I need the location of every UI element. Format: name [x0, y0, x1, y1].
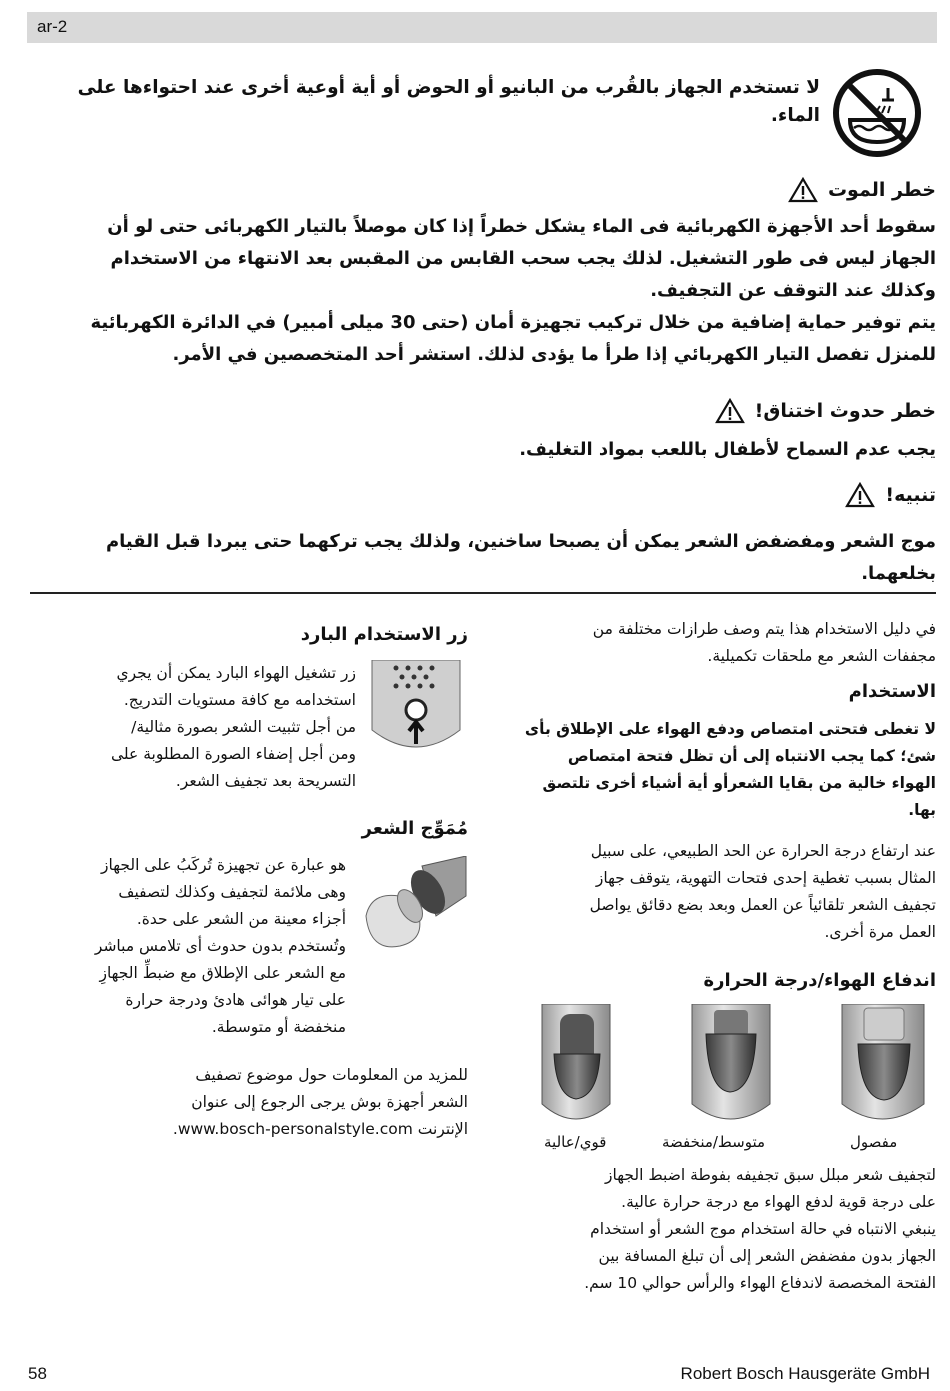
more-info-line: الشعر أجهزة بوش يرجى الرجوع إلى عنوان — [191, 1093, 468, 1111]
cold-line: ومن أجل إضفاء الصورة المطلوبة على — [110, 745, 356, 763]
danger-death-line: الجهاز ليس فى طور التشغيل. لذلك يجب سحب القابس من المقبس بعد الانتهاء من الاستخدام — [110, 248, 936, 269]
cold-line: من أجل تثبيت الشعر بصورة مثالية/ — [131, 718, 356, 736]
styler-line: هو عبارة عن تجهيزة تُركَبُ على الجهاز — [100, 856, 346, 874]
styler-line: مع الشعر على الإطلاق مع ضبطِّ الجهازِ — [99, 964, 346, 982]
caution-line: موج الشعر ومفضفض الشعر يمكن أن يصبحا ساخنين، ولذلك يجب تركهما حتى يبردا قبل القيام — [105, 531, 936, 552]
danger-death-line: سقوط أحد الأجهزة الكهربائية فى الماء يشكل خطراً إذا كان موصلاً بالتيار الكهربائى حتى لو أن — [107, 216, 936, 237]
usage-normal-text — [500, 838, 936, 946]
intro-text — [500, 616, 936, 670]
usage-bold-text — [500, 716, 936, 824]
airflow-line: الجهاز بدون مفضفض الشعر إلى أن تبلغ المسافة بين — [598, 1247, 936, 1265]
usage-line: عند ارتفاع درجة الحرارة عن الحد الطبيعي، على سبيل — [590, 842, 936, 860]
no-bath-water-icon — [832, 68, 922, 158]
styler-line: وهى ملائمة لتجفيف وكذلك لتصفيف — [118, 883, 346, 901]
header-bar — [27, 12, 937, 43]
danger-death-line: للمنزل تفصل التيار الكهربائي إذا طرأ ما يؤدى لذلك. استشر أحد المتخصصين في الأمر. — [172, 344, 936, 365]
knob-label-medium: متوسط/منخفضة — [662, 1133, 766, 1151]
styler-title: مُمَوِّج الشعر — [361, 818, 468, 839]
styler-line: منخفضة أو متوسطة. — [211, 1018, 346, 1036]
header-label: ar-2 — [37, 17, 68, 36]
caution-line: بخلعهما. — [861, 563, 936, 584]
caution-title: تنبيه! — [885, 484, 936, 506]
styler-line: أجزاء معينة من الشعر على حدة. — [136, 910, 346, 928]
usage-line: بها. — [908, 801, 936, 819]
caution-heading — [845, 482, 936, 508]
warning-triangle-icon — [845, 482, 875, 508]
cold-line: استخدامه مع كافة مستويات التدريج. — [123, 691, 356, 709]
usage-title: الاستخدام — [848, 681, 936, 702]
company-name: Robert Bosch Hausgeräte GmbH — [680, 1364, 930, 1383]
page-number: 58 — [28, 1364, 47, 1383]
danger-choke-title: خطر حدوث اختناق! — [754, 400, 936, 422]
airflow-title: اندفاع الهواء/درجة الحرارة — [703, 970, 936, 991]
intro-line: مجففات الشعر مع ملحقات تكميلية. — [707, 647, 936, 665]
danger-death-line: وكذلك عند التوقف عن التجفيف. — [650, 280, 936, 301]
usage-line: تجفيف الشعر تلقائياً عن العمل وبعد بضع دقائق يواصل — [589, 896, 936, 914]
styler-text — [30, 852, 346, 1041]
airflow-line: على درجة قوية لدفع الهواء مع درجة حرارة عالية. — [621, 1193, 936, 1211]
styler-nozzle-icon — [352, 856, 468, 966]
more-info-line: للمزيد من المعلومات حول موضوع تصفيف — [195, 1066, 468, 1084]
airflow-line: الفتحة المخصصة لاندفاع الهواء والرأس حوالي 10 سم. — [584, 1274, 936, 1292]
airflow-line: لتجفيف شعر مبلل سبق تجفيفه بفوطة اضبط الجهاز — [605, 1166, 936, 1184]
usage-line: العمل مرة أخرى. — [824, 923, 936, 941]
styler-line: على تيار هوائى هادئ ودرجة حرارة — [125, 991, 346, 1009]
danger-choke-text: يجب عدم السماح لأطفال باللعب بمواد التغليف. — [519, 439, 936, 460]
knob-medium-low — [692, 1004, 770, 1119]
airflow-text — [500, 1162, 936, 1297]
cold-line: زر تشغيل الهواء البارد يمكن أن يجري — [116, 664, 356, 682]
knob-off — [842, 1004, 924, 1119]
warning-triangle-icon — [788, 177, 818, 203]
warning-triangle-icon — [715, 398, 745, 424]
danger-death-line: يتم توفير حماية إضافية من خلال تركيب تجهيزة أمان (حتى 30 ميلى أمبير) في الدائرة الكهربائية — [90, 312, 936, 333]
section-divider — [30, 592, 936, 594]
airflow-line: ينبغي الانتباه في حالة استخدام موج الشعر أو استخدام — [590, 1220, 936, 1238]
intro-line: في دليل الاستخدام هذا يتم وصف طرازات مختلفة من — [592, 620, 936, 638]
usage-line: الهواء خالية من بقايا الشعرأو أية أشياء أخرى تلتصق — [542, 774, 936, 792]
danger-death-title: خطر الموت — [827, 179, 936, 201]
airflow-settings-illustration — [538, 1004, 938, 1128]
cold-shot-title: زر الاستخدام البارد — [300, 624, 468, 645]
caution-body — [30, 526, 936, 590]
usage-line: شئ؛ كما يجب الانتباه إلى أن تظل فتحة امتصاص — [567, 747, 936, 765]
danger-death-body — [30, 211, 936, 371]
bath-warning-text: لا تستخدم الجهاز بالقُرب من البانيو أو الحوض أو أية أوعية أخرى عند احتواءها على الماء. — [77, 77, 820, 126]
usage-line: المثال بسبب تغطية إحدى فتحات التهوية، يتوقف جهاز — [595, 869, 936, 887]
knob-label-off: مفصول — [850, 1133, 898, 1151]
danger-death-heading — [788, 177, 936, 203]
danger-choke-heading — [715, 398, 936, 424]
cold-shot-text — [30, 660, 356, 795]
more-info-text — [30, 1062, 468, 1143]
more-info-line: الإنترنت www.bosch-personalstyle.com. — [172, 1120, 468, 1138]
cold-line: التسريحة بعد تجفيف الشعر. — [175, 772, 356, 790]
usage-line: لا تغطى فتحتى امتصاص ودفع الهواء على الإطلاق بأى — [524, 720, 936, 738]
cold-shot-button-icon — [366, 660, 466, 760]
knob-label-strong: قوي/عالية — [544, 1133, 607, 1151]
styler-line: وتُستخدم بدون حدوث أى تلامس مباشر — [94, 937, 346, 955]
knob-strong-high — [542, 1004, 610, 1119]
